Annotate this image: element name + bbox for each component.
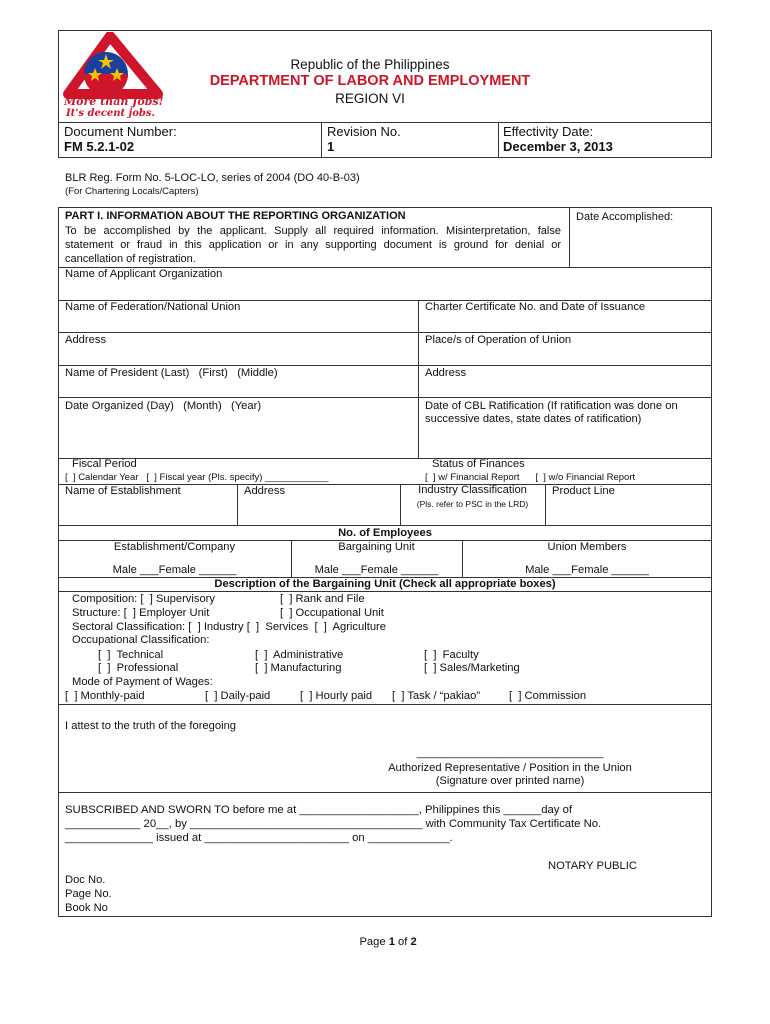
doc-number-label: Document Number: bbox=[64, 124, 177, 139]
logo-slogan-1: More than Jobs! bbox=[64, 95, 164, 108]
header-col-divider-1 bbox=[321, 122, 322, 158]
emp-col-union: Union Members bbox=[547, 541, 627, 553]
attest-statement: I attest to the truth of the foregoing bbox=[65, 720, 237, 732]
col-divider-d bbox=[545, 484, 546, 525]
applicant-org-field[interactable]: Name of Applicant Organization bbox=[65, 268, 223, 280]
revision-label: Revision No. bbox=[327, 124, 401, 139]
col-divider-a bbox=[418, 300, 419, 458]
place-operation-field[interactable]: Place/s of Operation of Union bbox=[425, 334, 572, 346]
occ-sales[interactable]: [ ] Sales/Marketing bbox=[424, 662, 520, 674]
book-no: Book No bbox=[65, 902, 108, 914]
header-region: REGION VI bbox=[335, 91, 405, 106]
date-accomplished[interactable]: Date Accomplished: bbox=[576, 211, 674, 223]
header-col-divider-2 bbox=[498, 122, 499, 158]
wage-commission[interactable]: [ ] Commission bbox=[509, 690, 587, 702]
part1-divider bbox=[569, 207, 570, 267]
notary-public-label: NOTARY PUBLIC bbox=[548, 860, 637, 872]
occ-administrative[interactable]: [ ] Administrative bbox=[255, 649, 344, 661]
occ-faculty[interactable]: [ ] Faculty bbox=[424, 649, 479, 661]
emp-establishment-mf[interactable]: Male ___Female ______ bbox=[112, 564, 237, 576]
federation-field[interactable]: Name of Federation/National Union bbox=[65, 301, 241, 313]
row-line-11 bbox=[58, 591, 712, 592]
part1-instructions: To be accomplished by the applicant. Supply all required information. Misinterpretation, false statement or fraud in this application or in any supporting document is ground for denial or cancellation of registration. bbox=[65, 225, 561, 265]
signature-line[interactable]: ______________________________ bbox=[416, 747, 604, 759]
est-address-field[interactable]: Address bbox=[244, 485, 286, 497]
sectoral-classification[interactable]: Sectoral Classification: [ ] Industry [ ] Services [ ] Agriculture bbox=[72, 621, 386, 633]
page-no: Page No. bbox=[65, 888, 112, 900]
finance-options[interactable]: [ ] w/ Financial Report [ ] w/o Financial Report bbox=[425, 472, 636, 483]
occupational-classification-label: Occupational Classification: bbox=[72, 634, 210, 646]
header-divider bbox=[58, 122, 712, 123]
notary-line-1[interactable]: SUBSCRIBED AND SWORN TO before me at ___________________, Philippines this ______day of bbox=[65, 804, 572, 816]
establishment-field[interactable]: Name of Establishment bbox=[65, 485, 181, 497]
page-prefix: Page bbox=[359, 936, 389, 948]
header-republic: Republic of the Philippines bbox=[290, 57, 450, 72]
fiscal-period-label: Fiscal Period bbox=[72, 458, 137, 470]
row-line-12 bbox=[58, 704, 712, 705]
part1-title: PART I. INFORMATION ABOUT THE REPORTING ORGANIZATION bbox=[65, 210, 406, 222]
row-line-4 bbox=[58, 365, 712, 366]
revision-value: 1 bbox=[327, 139, 335, 154]
chartering-note: (For Chartering Locals/Capters) bbox=[65, 186, 199, 197]
emp-union-mf[interactable]: Male ___Female ______ bbox=[525, 564, 649, 576]
doc-no: Doc No. bbox=[65, 874, 106, 886]
address-field[interactable]: Address bbox=[65, 334, 107, 346]
employees-title: No. of Employees bbox=[338, 527, 432, 539]
notary-line-2[interactable]: ____________ 20__, by _____________________________________ with Community Tax Certificate No. bbox=[65, 818, 602, 830]
wage-monthly[interactable]: [ ] Monthly-paid bbox=[65, 690, 145, 702]
structure-occupational[interactable]: [ ] Occupational Unit bbox=[280, 607, 384, 619]
row-line-8 bbox=[58, 525, 712, 526]
logo-slogan-2: It's decent jobs. bbox=[66, 108, 156, 119]
bargaining-title: Description of the Bargaining Unit (Check all appropriate boxes) bbox=[214, 578, 556, 590]
wages-label: Mode of Payment of Wages: bbox=[72, 676, 213, 688]
signature-note: (Signature over printed name) bbox=[435, 775, 585, 787]
status-finances-label: Status of Finances bbox=[432, 458, 525, 470]
wage-task[interactable]: [ ] Task / “pakiao” bbox=[392, 690, 481, 702]
row-line-5 bbox=[58, 397, 712, 398]
row-line-13 bbox=[58, 792, 712, 793]
emp-col-establishment: Establishment/Company bbox=[113, 541, 236, 553]
composition-supervisory[interactable]: Composition: [ ] Supervisory bbox=[72, 593, 216, 605]
industry-class-field[interactable]: Industry Classification bbox=[418, 484, 527, 496]
page-number: 1 bbox=[388, 936, 395, 948]
fiscal-options[interactable]: [ ] Calendar Year [ ] Fiscal year (Pls. specify) ____________ bbox=[65, 472, 329, 483]
president-field[interactable]: Name of President (Last) (First) (Middle) bbox=[65, 367, 278, 379]
structure-employer[interactable]: Structure: [ ] Employer Unit bbox=[72, 607, 210, 619]
cbl-ratification-field[interactable]: Date of CBL Ratification (If ratification was done on successive dates, state dates of ratification) bbox=[425, 400, 678, 425]
product-line-field[interactable]: Product Line bbox=[552, 485, 615, 497]
blr-reg-form: BLR Reg. Form No. 5-LOC-LO, series of 2004 (DO 40-B-03) bbox=[65, 172, 360, 184]
industry-note: (Pls. refer to PSC in the LRD) bbox=[416, 499, 529, 509]
occ-professional[interactable]: [ ] Professional bbox=[98, 662, 179, 674]
row-line-6 bbox=[58, 458, 712, 459]
president-address-field[interactable]: Address bbox=[425, 367, 467, 379]
page-of: of bbox=[394, 936, 411, 948]
composition-rank-file[interactable]: [ ] Rank and File bbox=[280, 593, 365, 605]
date-organized-field[interactable]: Date Organized (Day) (Month) (Year) bbox=[65, 400, 262, 412]
occ-manufacturing[interactable]: [ ] Manufacturing bbox=[255, 662, 342, 674]
page-footer bbox=[300, 923, 470, 949]
doc-number-value: FM 5.2.1-02 bbox=[64, 139, 135, 154]
charter-cert-field[interactable]: Charter Certificate No. and Date of Issuance bbox=[425, 301, 646, 313]
header-department: DEPARTMENT OF LABOR AND EMPLOYMENT bbox=[209, 73, 531, 89]
notary-line-3[interactable]: ______________ issued at _______________________ on _____________. bbox=[65, 832, 453, 844]
row-line-3 bbox=[58, 332, 712, 333]
authorized-rep-label: Authorized Representative / Position in the Union bbox=[388, 762, 632, 774]
occ-technical[interactable]: [ ] Technical bbox=[98, 649, 164, 661]
col-divider-b bbox=[237, 484, 238, 525]
wage-hourly[interactable]: [ ] Hourly paid bbox=[300, 690, 373, 702]
page-total: 2 bbox=[410, 936, 417, 948]
emp-col-bargaining: Bargaining Unit bbox=[338, 541, 415, 553]
effectivity-value: December 3, 2013 bbox=[503, 139, 613, 154]
emp-bargaining-mf[interactable]: Male ___Female ______ bbox=[314, 564, 439, 576]
wage-daily[interactable]: [ ] Daily-paid bbox=[205, 690, 271, 702]
effectivity-label: Effectivity Date: bbox=[503, 124, 594, 139]
